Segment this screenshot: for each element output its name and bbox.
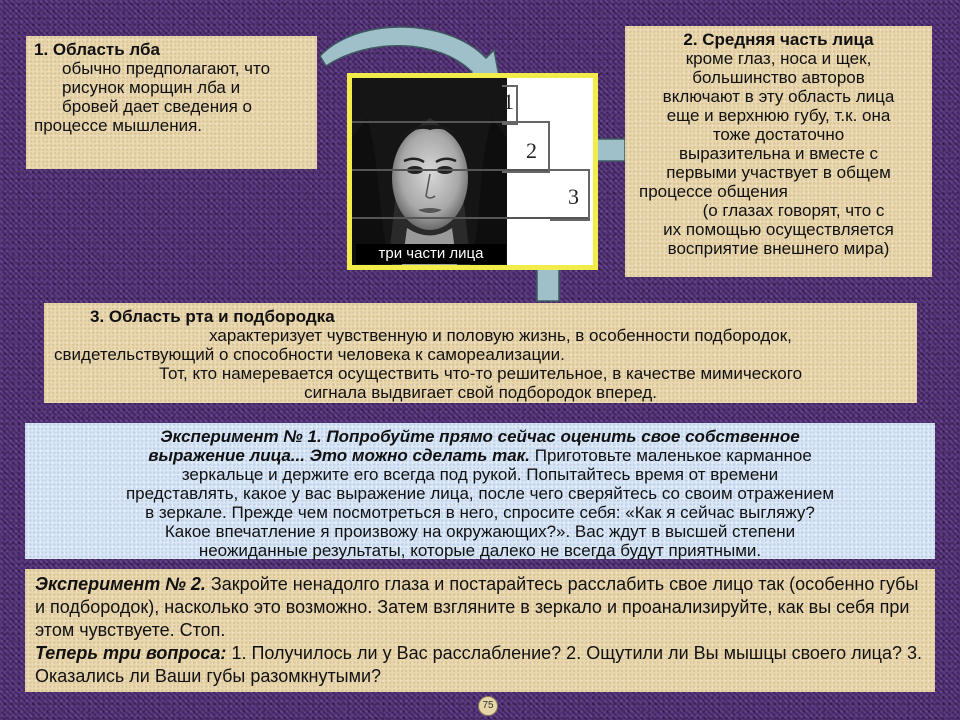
experiment-1-line-6: Какое впечатление я произвожу на окружающих?». Вас ждут в высшей степени bbox=[164, 522, 796, 541]
experiment-1-line-5: в зеркале. Прежде чем посмотреться в него, спросите себя: «Как я сейчас выгляжу? bbox=[145, 503, 815, 522]
middle-face-line-9: (о глазах говорят, что с bbox=[702, 201, 885, 220]
experiment-2-label: Эксперимент № 2. bbox=[35, 574, 206, 594]
forehead-area-box bbox=[26, 36, 317, 169]
experiment-1-line-2-text: Приготовьте маленькое карманное bbox=[530, 446, 812, 465]
middle-face-line-2: большинство авторов bbox=[692, 68, 865, 87]
face-photo bbox=[352, 78, 593, 265]
middle-face-line-10: их помощью осуществляется bbox=[663, 220, 894, 239]
experiment-2-text: Закройте ненадолго глаза и постарайтесь расслабить свое лицо так (особенно губы и подбородок), насколько это возможно. Затем взгляните в зеркало и проанализируйте, как вы себя при этом чувствуете. Стоп. bbox=[35, 574, 919, 640]
experiment-1-line-4: представлять, какое у вас выражение лица, после чего сверяйтесь со своим отражением bbox=[125, 484, 835, 503]
mouth-chin-line-3: Тот, кто намеревается осуществить что-то решительное, в качестве мимического bbox=[158, 364, 803, 383]
face-portrait-image bbox=[352, 78, 507, 265]
middle-face-line-1: кроме глаз, носа и щек, bbox=[685, 49, 872, 68]
page-number: 75 bbox=[478, 696, 498, 716]
experiment-2-questions-label: Теперь три вопроса: bbox=[35, 643, 227, 663]
zone-2-label: 2 bbox=[526, 138, 537, 163]
experiment-1-line-3: зеркальце и держите его всегда под рукой. Попытайтесь время от времени bbox=[181, 465, 779, 484]
middle-face-title: 2. Средняя часть лица bbox=[683, 30, 874, 49]
experiment-1-line-7: неожиданные результаты, которые далеко не всегда будут приятными. bbox=[198, 541, 762, 560]
face-photo-frame bbox=[347, 73, 598, 270]
middle-face-line-6: выразительна и вместе с bbox=[678, 144, 879, 163]
forehead-line-3: бровей дает сведения о bbox=[62, 97, 252, 116]
forehead-area-title: 1. Область лба bbox=[34, 40, 160, 59]
mouth-chin-title: 3. Область рта и подбородка bbox=[90, 307, 335, 326]
forehead-line-2: рисунок морщин лба и bbox=[62, 78, 241, 97]
mouth-chin-line-2: свидетельствующий о способности человека к самореализации. bbox=[54, 345, 565, 364]
middle-face-box bbox=[625, 26, 932, 277]
middle-face-line-7: первыми участвует в общем bbox=[666, 163, 891, 182]
zone-1-label: 1 bbox=[503, 89, 514, 114]
mouth-chin-line-1: характеризует чувственную и половую жизнь, в особенности подбородок, bbox=[209, 326, 792, 345]
zone-3-label: 3 bbox=[568, 184, 579, 209]
forehead-line-1: обычно предполагают, что bbox=[62, 59, 271, 78]
forehead-line-4: процессе мышления. bbox=[34, 116, 203, 135]
photo-caption: три части лица bbox=[356, 244, 506, 264]
experiment-1-line-2 bbox=[35, 446, 925, 465]
middle-face-line-8: процессе общения bbox=[639, 182, 788, 201]
experiment-1-box bbox=[25, 423, 935, 559]
middle-face-line-11: восприятие внешнего мира) bbox=[667, 239, 890, 258]
mouth-chin-line-4: сигнала выдвигает свой подбородок вперед. bbox=[304, 383, 657, 402]
middle-face-line-4: еще и верхнюю губу, т.к. она bbox=[666, 106, 891, 125]
experiment-1-heading-cont: выражение лица... Это можно сделать так. bbox=[148, 446, 531, 465]
experiment-2-box bbox=[25, 569, 935, 692]
experiment-2-questions-text: 1. Получилось ли у Вас расслабление? 2. Ощутили ли Вы мышцы своего лица? 3. Оказались ли Ваши губы разомкнутыми? bbox=[35, 643, 923, 686]
middle-face-line-3: включают в эту область лица bbox=[662, 87, 895, 106]
zone-1-divider bbox=[352, 121, 502, 123]
mouth-chin-area-box bbox=[44, 303, 917, 403]
experiment-1-heading: Эксперимент № 1. Попробуйте прямо сейчас оценить свое собственное bbox=[160, 427, 800, 446]
middle-face-line-5: тоже достаточно bbox=[712, 125, 845, 144]
